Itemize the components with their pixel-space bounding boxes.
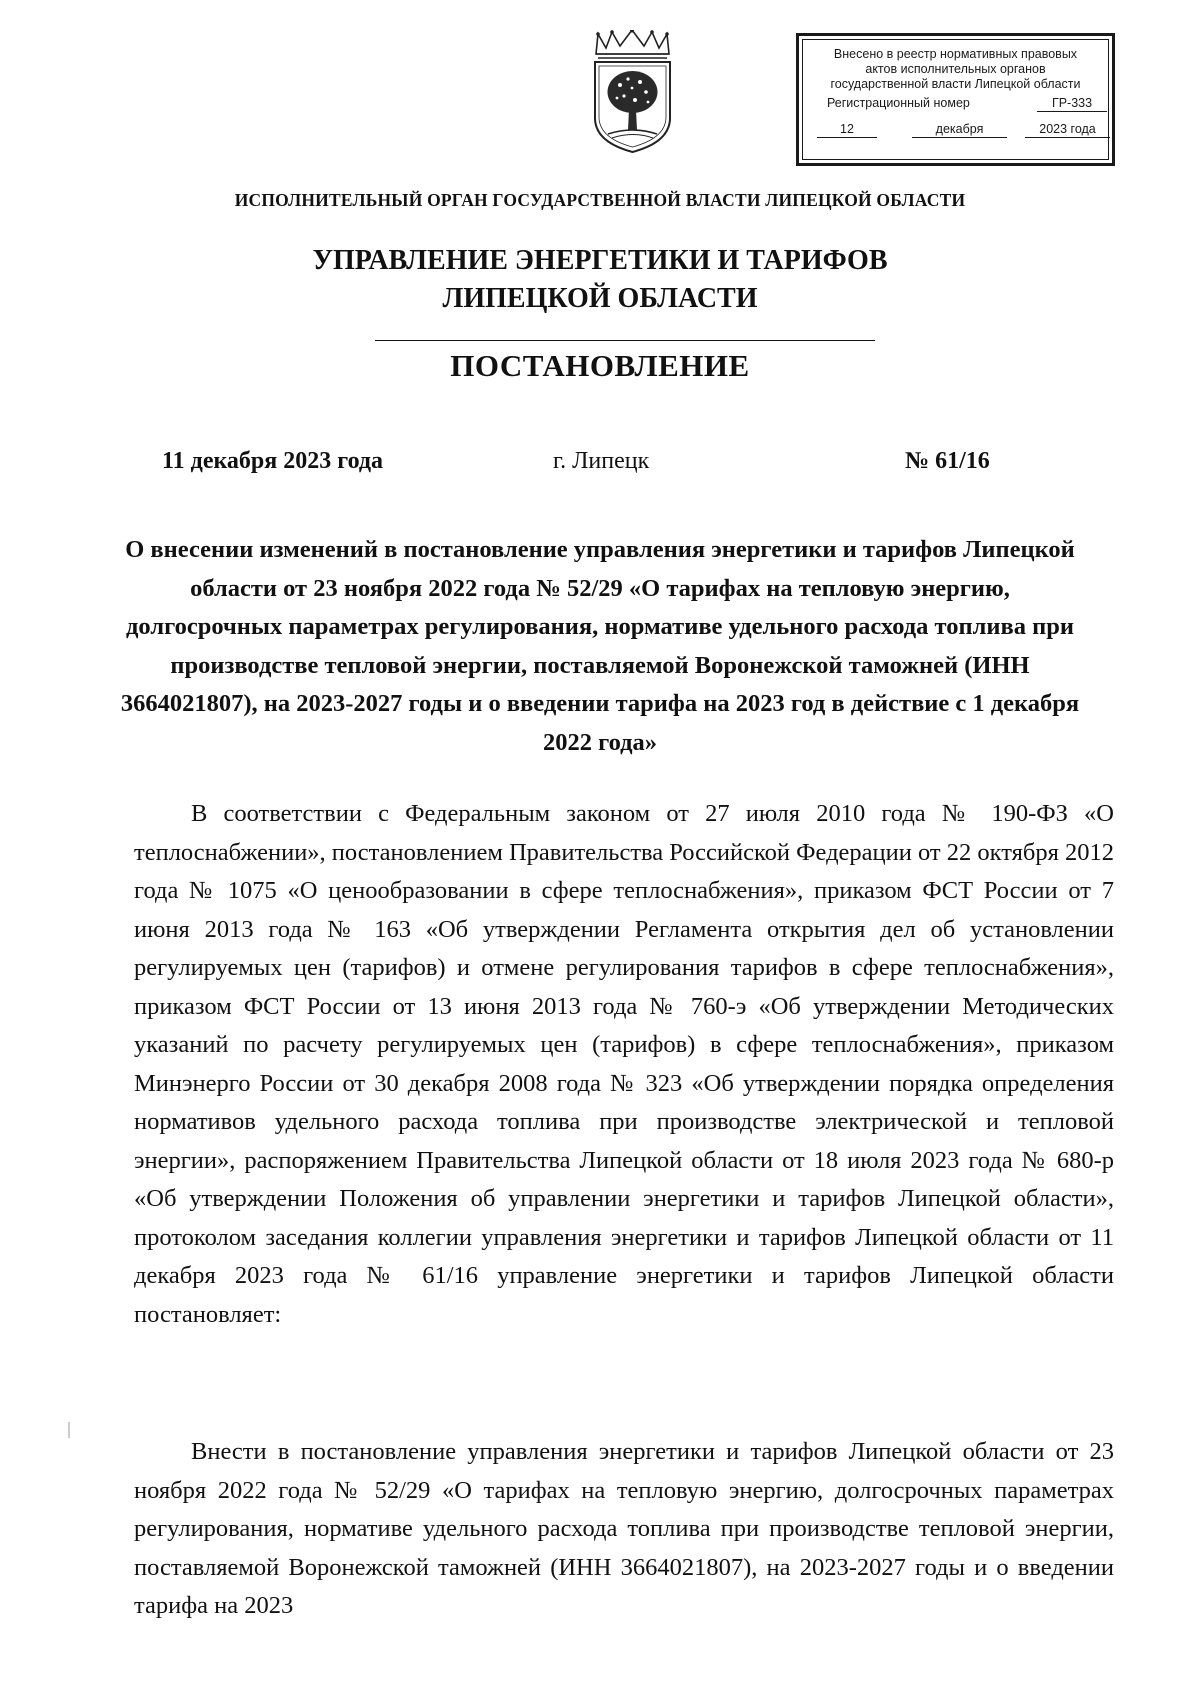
- header-divider: [375, 340, 875, 341]
- document-date: 11 декабря 2023 года: [162, 448, 384, 474]
- registry-stamp: [796, 33, 1115, 166]
- stamp-registration-number: ГР-333: [1037, 96, 1107, 112]
- stamp-registration-label: Регистрационный номер: [827, 96, 970, 110]
- department-line-1: УПРАВЛЕНИЕ ЭНЕРГЕТИКИ И ТАРИФОВ: [312, 245, 888, 276]
- document-type: ПОСТАНОВЛЕНИЕ: [450, 348, 750, 383]
- document-city: г. Липецк: [553, 448, 650, 474]
- stamp-day: 12: [817, 122, 877, 138]
- organization-name: ИСПОЛНИТЕЛЬНЫЙ ОРГАН ГОСУДАРСТВЕННОЙ ВЛАСТИ ЛИПЕЦКОЙ ОБЛАСТИ: [234, 190, 966, 210]
- document-title: О внесении изменений в постановление управления энергетики и тарифов Липецкой области от 23 ноября 2022 года № 52/29 «О тарифах на тепловую энергию, долгосрочных параметрах регулирования, нормативе удельного расхода топлива при производстве тепловой энергии, поставляемой Воронежской таможней (ИНН 3664021807), на 2023-2027 годы и о введении тарифа на 2023 год в действие с 1 декабря 2022 года»: [120, 536, 1080, 756]
- department-name: [0, 242, 1200, 318]
- stamp-date-row: [817, 122, 1102, 140]
- stamp-month: декабря: [912, 122, 1007, 138]
- body-paragraph-1: В соответствии с Федеральным законом от 27 июля 2010 года № 190-ФЗ «О теплоснабжении», постановлением Правительства Российской Федерации от 22 октября 2012 года № 1075 «О ценообразовании в сфере теплоснабжения», приказом ФСТ России от 7 июня 2013 года № 163 «Об утверждении Регламента открытия дел об установлении регулируемых цен (тарифов) и отмене регулирования тарифов в сфере теплоснабжения», приказом ФСТ России от 13 июня 2013 года № 760-э «Об утверждении Методических указаний по расчету регулируемых цен (тарифов) в сфере теплоснабжения», приказом Минэнерго России от 30 декабря 2008 года № 323 «Об утверждении порядка определения нормативов удельного расхода топлива при производстве электрической и тепловой энергии», распоряжением Правительства Липецкой области от 18 июля 2023 года № 680-р «Об утверждении Положения об управлении энергетики и тарифов Липецкой области», протоколом заседания коллегии управления энергетики и тарифов Липецкой области от 11 декабря 2023 года № 61/16 управление энергетики и тарифов Липецкой области постановляет:: [134, 800, 1114, 1328]
- department-line-2: ЛИПЕЦКОЙ ОБЛАСТИ: [442, 283, 758, 314]
- stamp-year: 2023 года: [1025, 122, 1110, 138]
- stamp-line-3: государственной власти Липецкой области: [830, 77, 1081, 91]
- body-paragraph-2: Внести в постановление управления энергетики и тарифов Липецкой области от 23 ноября 2022 года № 52/29 «О тарифах на тепловую энергию, долгосрочных параметрах регулирования, нормативе удельного расхода топлива при производстве тепловой энергии, поставляемой Воронежской таможней (ИНН 3664021807), на 2023-2027 годы и о введении тарифа на 2023: [134, 1438, 1114, 1619]
- stamp-registration-row: [827, 96, 1100, 114]
- stamp-line-2: актов исполнительных органов: [865, 62, 1046, 76]
- stamp-line-1: Внесено в реестр нормативных правовых: [833, 47, 1078, 61]
- document-number: № 61/16: [905, 448, 990, 474]
- scan-artifact: [68, 1422, 70, 1438]
- coat-of-arms-icon: [590, 30, 675, 155]
